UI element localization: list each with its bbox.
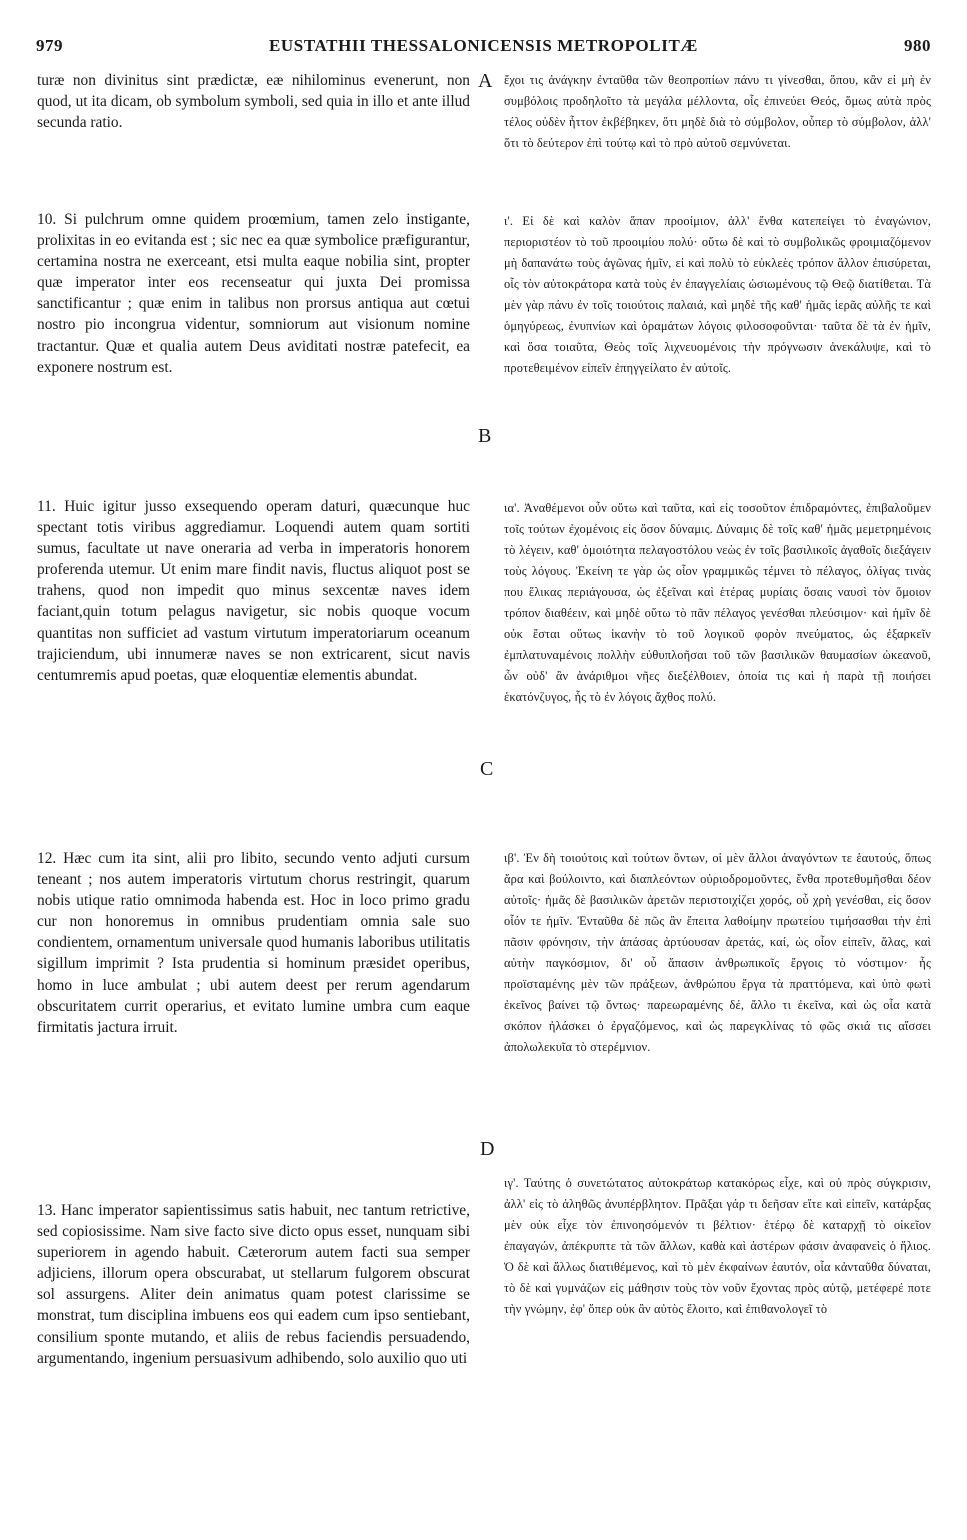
latin-paragraph-10: 10. Si pulchrum omne quidem proœmium, tamen zelo instigante, prolixitas in eo evitanda est ; sic nec ea quæ symbolice præfigurantur, certamina nostra ne exerceant, etsi multa eaque nobilia sint, propter quæ imperator inter eos recenseatur qui juxta Dei promissa sanctificantur ; quæ enim in talibus non prorsus antiqua aut cœtui nostro pio incongrua videntur, somniorum aut visionum nomine tractantur. Quæ et qualia autem Deus aviditati nostræ patefecit, ea exponere nostrum est.: [37, 211, 470, 376]
right-page-number: 980: [904, 36, 931, 55]
greek-paragraph-12: ιβ'. Ἐν δὴ τοιούτοις καὶ τούτων ὄντων, οἱ μὲν ἄλλοι ἀναγόντων τε ἑαυτούς, ὅπως ἄρα καὶ βούλοιντο, καὶ διαπλεόντων οὐριοδρομοῦντες, ἔνθα προτεθυμῆσθαι δέον αὐτοῖς· ἡμᾶς δὲ βασιλικῶν ἀρετῶν περιστοιχίζει χορός, οὗ χρὴ γενέσθαι, εἰς ὅσον οἷόν τε ἡμῖν. Ἐνταῦθα δὲ πῶς ἂν ἔπειτα λαθοίμην πρωτείου τιμήσασθαι τὴν ἐπὶ πᾶσιν φρόνησιν, τὴν ἁπάσας ἀρτύουσαν ἀρετάς, καί, ὡς οἷον εἰπεῖν, ἅλας, καὶ αὐτὴν παγκόσμιον, δι' οὗ ἅπασιν ἀνθρωπικοῖς ἔργοις τὸ νόστιμον· ἧς προϊσταμένης μὲν τῶν πράξεων, ἀνθρώπου ἔργα τὰ πραττόμενα, καὶ ὑπὸ φωτὶ ἐκεῖνος βαίνει τῷ ὄντως· παρεωραμένης δέ, ἄλλο τι ἐκεῖνα, καὶ ὡς οἷα κατὰ σκόπον ἠλάσκει ὁ ἐργαζόμενος, καὶ ὡς παρεγκλίνας τὸ φῶς σκιά τις αἴσσει ἀπολωλεκυῖα τὸ στερέμνιον.: [504, 851, 931, 1054]
margin-letter-b: B: [478, 425, 492, 447]
greek-paragraph-11: ια'. Ἀναθέμενοι οὖν οὕτω καὶ ταῦτα, καὶ εἰς τοσοῦτον ἐπιδραμόντες, ἐπιβαλοῦμεν τοῖς τούτων ἐχομένοις εἰς ὅσον δύναμις. Δύναμις δὲ τοῖς καθ' ἡμᾶς μεμετρημένοις τὸ λέγειν, καθ' ὁμοιότητα πελαγοστόλου νεὼς ἐν τοῖς βασιλικοῖς ἀγαθοῖς διεξάγειν τοὺς λόγους. Ἐκείνη τε γὰρ ὡς οἷον γραμμικῶς τέμνει τὸ πέλαγος, ὀλίγας τινὰς που ἕλικας περιάγουσα, ὡς ἐξεῖναι καὶ ἑτέρας μυρίαις ὅσαις ναυσὶ τὸν ὅμοιον τρόπον διαθέειν, καὶ μηδὲ οὕτω τὸ πᾶν πέλαγος γενέσθαι πλεύσιμον· καὶ ἡμῖν δὲ οὐκ ἔσται οὕτως ἱκανὴν τὸ τοῦ λογικοῦ φορὸν πνεύματος, ὡς ἐξαρκεῖν ἐμπλατυναμένοις πολλὴν εὐθυπλοῆσαι τοῦ τῶν βασιλικῶν θαυμασίων ὠκεανοῦ, ὧν οὐδ' ἂν ἀνάριθμοι νῆες διεξέλθοιεν, ὁποία τις καὶ ἡ παρὰ τῇ ποιήσει ἑκατόνζυγος, ἧς τὸ ἐν λόγοις ἄχθος πολύ.: [504, 501, 931, 704]
greek-paragraph-continued: ἔχοι τις ἀνάγκην ἐνταῦθα τῶν θεοπροπίων πάνυ τι γίνεσθαι, ὅπου, κἂν εἰ μὴ ἐν συμβόλοις προδηλοῖτο τὰ μεγάλα μέλλοντα, οἷς ἐπινεύει Θεός, ὅμως αὐτὰ πρὸς τέλος οὐδὲν ἧττον ἐκβέβηκεν, ὅτι μηδὲ διὰ τὸ σύμβολον, οὗπερ τὸ σύμβολον, ἀλλ' ὅτι τὸ δεύτερον ἐπὶ τούτῳ καὶ τὸ πρὸ αὐτοῦ σεμνύνεται.: [504, 73, 931, 150]
greek-paragraph-10: ι'. Εἰ δὲ καὶ καλὸν ἅπαν προοίμιον, ἀλλ' ἔνθα κατεπείγει τὸ ἐναγώνιον, περιοριστέον τὸ τοῦ προοιμίου πολύ· οὕτω δὲ καὶ τὸ συμβολικῶς φροιμιαζόμενον μὴ δαπανάτω τοὺς ἀγῶνας ἡμῖν, εἰ καὶ πολὺ τὸ εὐκλεὲς τρόπον ἄλλον ἐπισύρεται, οἷς τὸν αὐτοκράτορα κατὰ τοὺς ἐν ἐπαγγελίαις ὡσιωμένους τῷ Θεῷ διατίθεται. Τὰ μὲν γὰρ πάνυ ἐν τοῖς τοιούτοις παλαιά, καὶ μηδὲ τῆς καθ' ἡμᾶς ἱερᾶς αὐλῆς τε καὶ ὁμηγύρεως, ἐνυπνίων καὶ ὁραμάτων λόγοις φιλοσοφοῦνται· ταῦτα δὲ τὰ ἐν ἡμῖν, καὶ ὅσα τοιαῦτα, Θεὸς τοῖς λιχνευομένοις τὴν πρόγνωσιν ἀνεκάλυψε, καὶ τὸ προτεθειμένον εἰπεῖν ἐπηγγείλατο ἐν αὐτοῖς.: [504, 214, 931, 375]
running-title: EUSTATHII THESSALONICENSIS METROPOLITÆ: [268, 36, 699, 55]
left-page-number: 979: [36, 36, 63, 55]
margin-letter-a: A: [478, 70, 493, 92]
page-header: [36, 36, 931, 62]
latin-paragraph-11: 11. Huic igitur jusso exsequendo operam daturi, quæcunque huc spectant totis viribus aggrediamur. Loquendi autem quam sortiti sumus, facultate ut nave oneraria ad verba in imperatoris honorem proferenda utemur. Ut enim mare findit navis, fluctus aliquot post se trahens, quod non impedit quo minus sexcentæ naves idem faciant,quin totum pelagus navigetur, sic nobis quoque vocum quantitas non sufficiet ad vastum virtutum imperatoriarum oceanum trajiciendum, ubi innumeræ naves se non extricarent, sicut navis centumremis apud poetas, quæ eloquentiæ elementis abundat.: [37, 498, 470, 684]
margin-letter-c: C: [480, 758, 494, 780]
greek-paragraph-13: ιγ'. Ταύτης ὁ συνετώτατος αὐτοκράτωρ κατακόρως εἶχε, καὶ οὐ πρὸς σύγκρισιν, ἀλλ' εἰς τὸ ἀληθῶς ἀνυπέρβλητον. Πρᾶξαι γάρ τι δεῆσαν εἴτε καὶ εἰπεῖν, κατάρξας μὲν οὐκ εἶχε τὸν ἐπινοησόμενόν τι βέλτιον· ἑτέρῳ δὲ καταρχῇ τὸ οἰκεῖον ἐπαγαγών, ἀπέκρυπτε τὰ τῶν ἄλλων, καθὰ καὶ ἀστέρων φάσιν ἀναφανεὶς ὁ ἥλιος. Ὁ δὲ καὶ ἄλλως διατιθέμενος, καὶ τὸ μὲν ἐκφαίνων ἑαυτόν, οἷα κἀνταῦθα δύναται, τὸ δὲ καὶ γυμνάζων εἰς μάθησιν τοὺς τὸν νοῦν ἔχοντας πρὸς αὐτῷ, μετέφερέ ποτε τὴν γνώμην, ἐφ' ὅπερ οὐκ ἂν αὐτὸς ἕλοιτο, καὶ ἐπιθανολογεῖ τὸ: [504, 1176, 931, 1316]
latin-paragraph-12: 12. Hæc cum ita sint, alii pro libito, secundo vento adjuti cursum teneant ; nos autem imperatoris virtutum chorus restringit, quarum nobis utique ratio omnimoda habenda est. Hoc in loco primo gradu cur non honoremus in omnibus prudentiam omnia sale suo condientem, ornamentum universale quod humanis laboribus utilitatis sigillum imprimit ? Ista prudentia si hominum præsidet operibus, homo in luce ambulat ; ubi autem deest per rerum agendarum obscuritatem currit operarius, et evitato lumine umbra cum eaque firmitatis jactura irruit.: [37, 850, 470, 1036]
margin-letter-d: D: [480, 1138, 495, 1160]
latin-paragraph-continued: turæ non divinitus sint prædictæ, eæ nihilominus evenerunt, non quod, ut ita dicam, ob symbolum symboli, sed quia in illo et ante illud secunda ratio.: [37, 72, 470, 132]
latin-paragraph-13: 13. Hanc imperator sapientissimus satis habuit, nec tantum retrictive, sed copiosissime. Nam sive facto sive dicto opus esset, nunquam sibi superiorem in agendo habuit. Cæterorum autem facti sua semper adjiciens, illorum opera obscurabat, ut stellarum fulgorem obscurat sol assurgens. Aliter dein animatus quam potest clarissime se monstrat, tum disciplina imbuens eos qui eadem cum ipso sentiebant, consilium sponte mutando, et aliis de rebus faciendis persuadendo, argumentando, ingenium persuasivum adhibendo, solo auxilio quo uti: [37, 1202, 470, 1367]
